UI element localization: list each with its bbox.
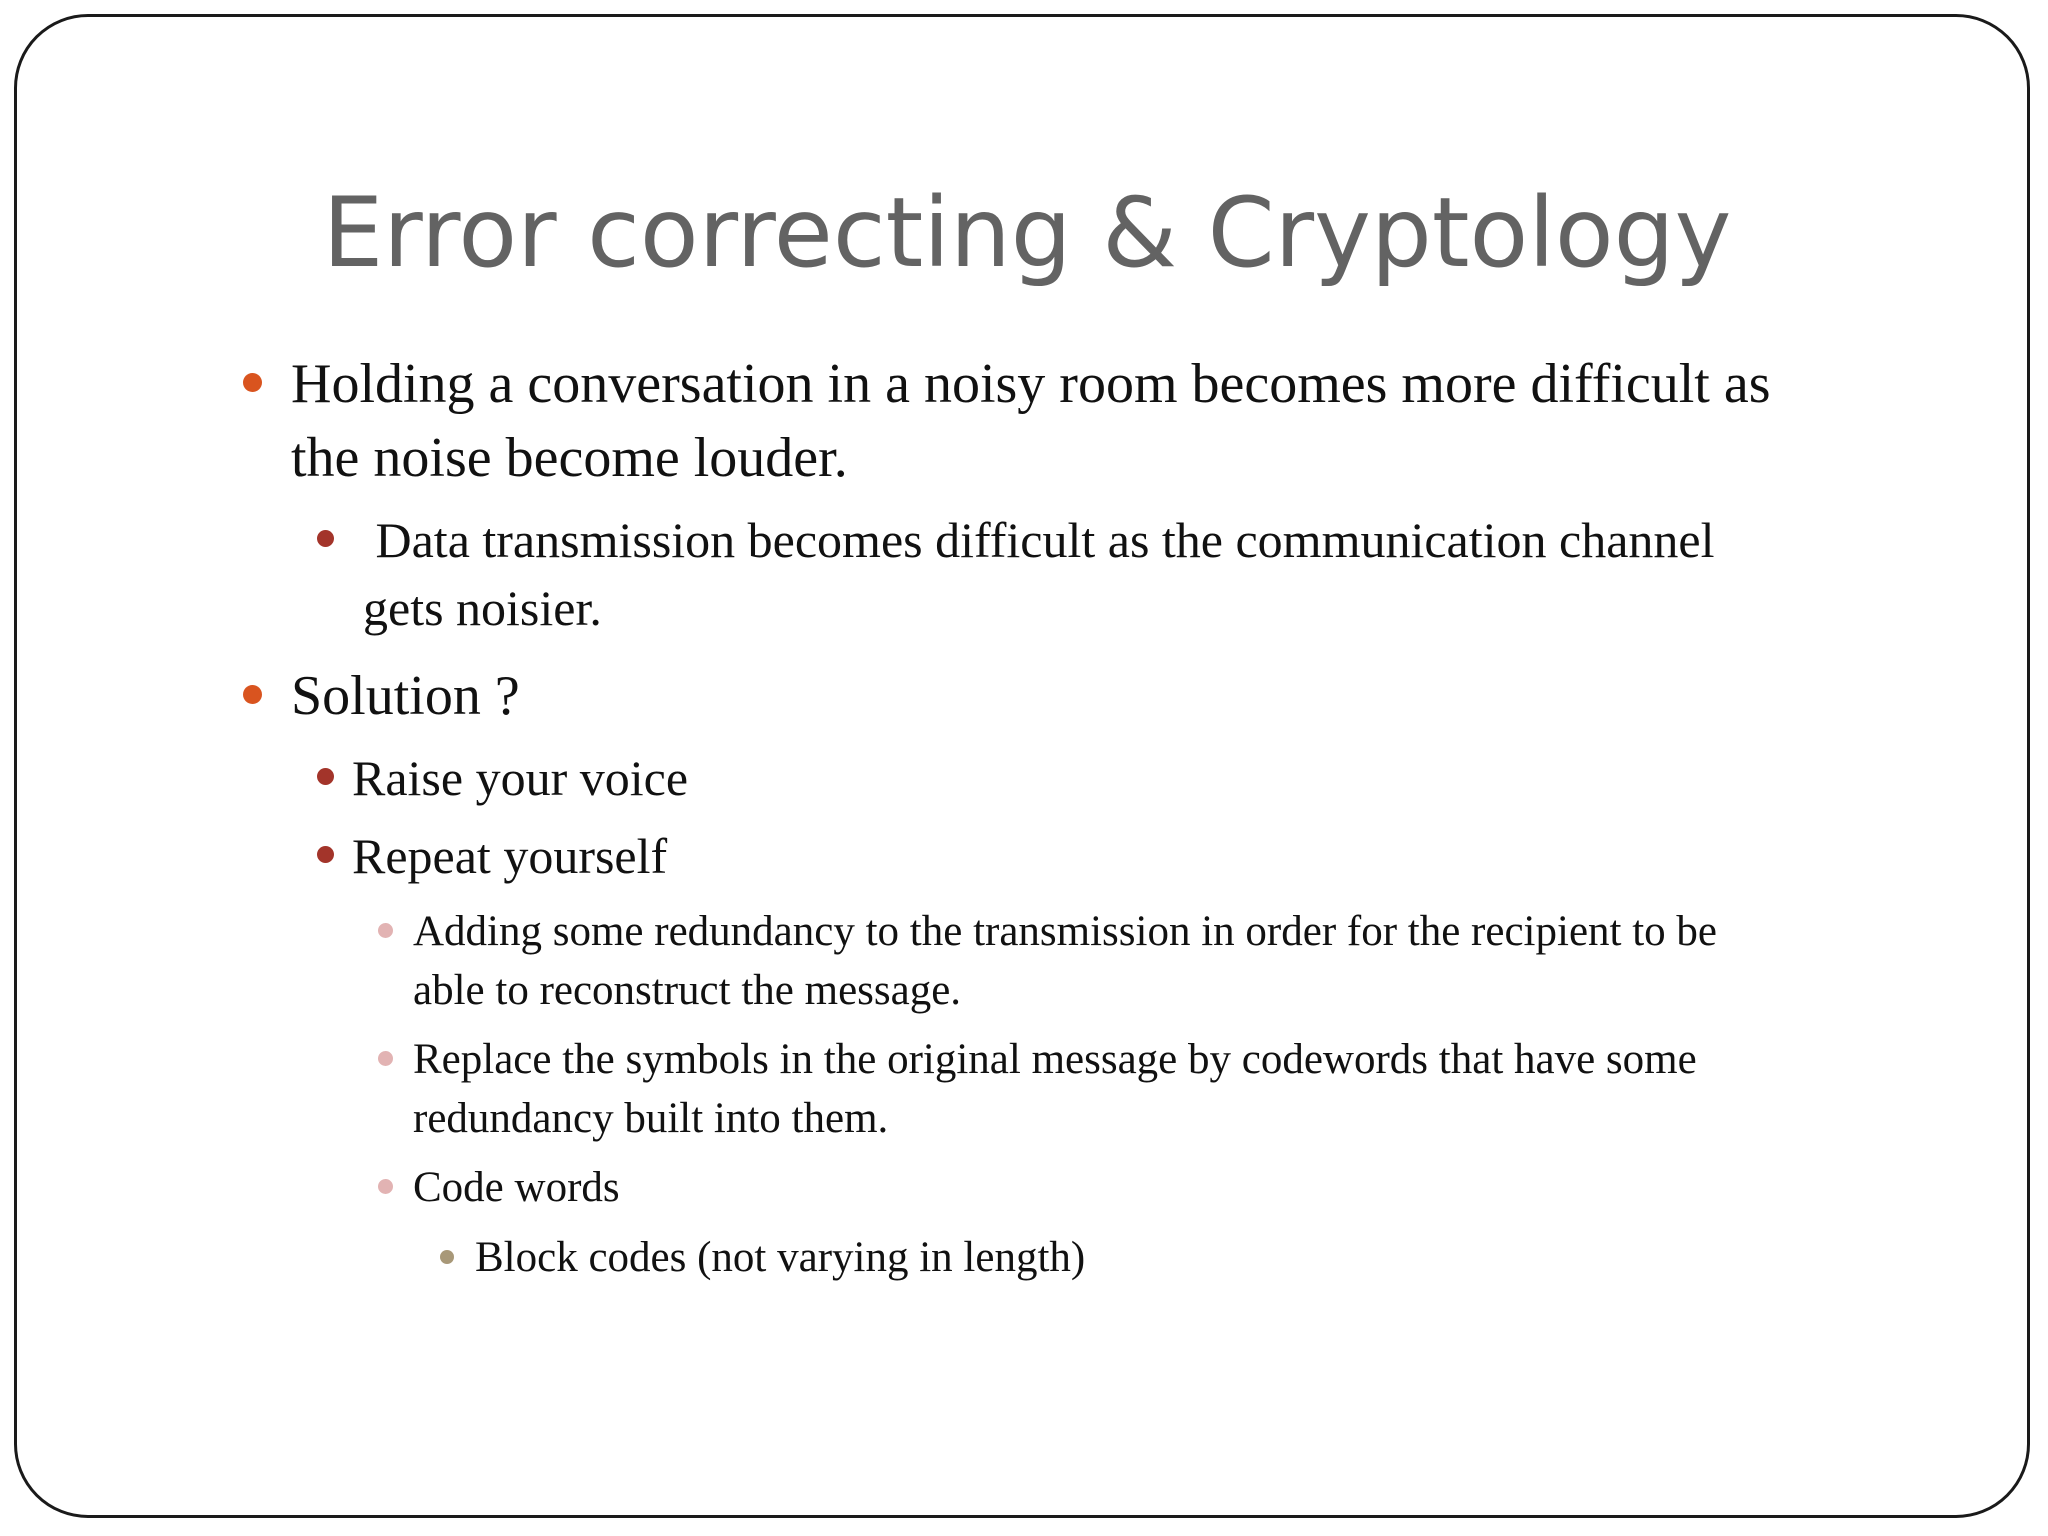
bullet-text: Code words <box>413 1164 620 1211</box>
bullet-item <box>413 1158 620 1217</box>
bullet-icon <box>243 685 262 704</box>
bullet-icon <box>243 373 262 392</box>
bullet-text: Block codes (not varying in length) <box>475 1234 1086 1281</box>
bullet-item <box>413 902 1717 1020</box>
bullet-item <box>413 1030 1697 1148</box>
bullet-icon <box>317 530 334 547</box>
bullet-text: Adding some redundancy to the transmission in order for the recipient to be <box>413 908 1718 955</box>
bullet-text: redundancy built into them. <box>413 1095 889 1142</box>
bullet-item <box>475 1228 1085 1287</box>
slide-frame <box>14 14 2030 1518</box>
bullet-text: Raise your voice <box>352 750 689 806</box>
bullet-item <box>363 506 1715 642</box>
bullet-list <box>17 17 2030 1518</box>
bullet-text: able to reconstruct the message. <box>413 967 962 1014</box>
bullet-icon <box>440 1250 454 1264</box>
bullet-text: Holding a conversation in a noisy room becomes more difficult as <box>291 353 1771 415</box>
slide-title: Error correcting & Cryptology <box>322 177 1732 289</box>
bullet-icon <box>378 1051 393 1066</box>
bullet-icon <box>378 1179 393 1194</box>
bullet-text: Solution ? <box>291 665 520 727</box>
bullet-text: Data transmission becomes difficult as the communication channel <box>363 512 1715 568</box>
bullet-item <box>291 347 1771 495</box>
bullet-text: the noise become louder. <box>291 427 848 489</box>
bullet-text: Replace the symbols in the original message by codewords that have some <box>413 1036 1697 1083</box>
bullet-icon <box>317 846 334 863</box>
bullet-icon <box>317 768 334 785</box>
bullet-text: gets noisier. <box>363 580 602 636</box>
bullet-text: Repeat yourself <box>352 828 668 884</box>
bullet-icon <box>378 923 393 938</box>
bullet-item <box>291 659 520 733</box>
bullet-item <box>352 822 667 890</box>
bullet-item <box>352 744 688 812</box>
